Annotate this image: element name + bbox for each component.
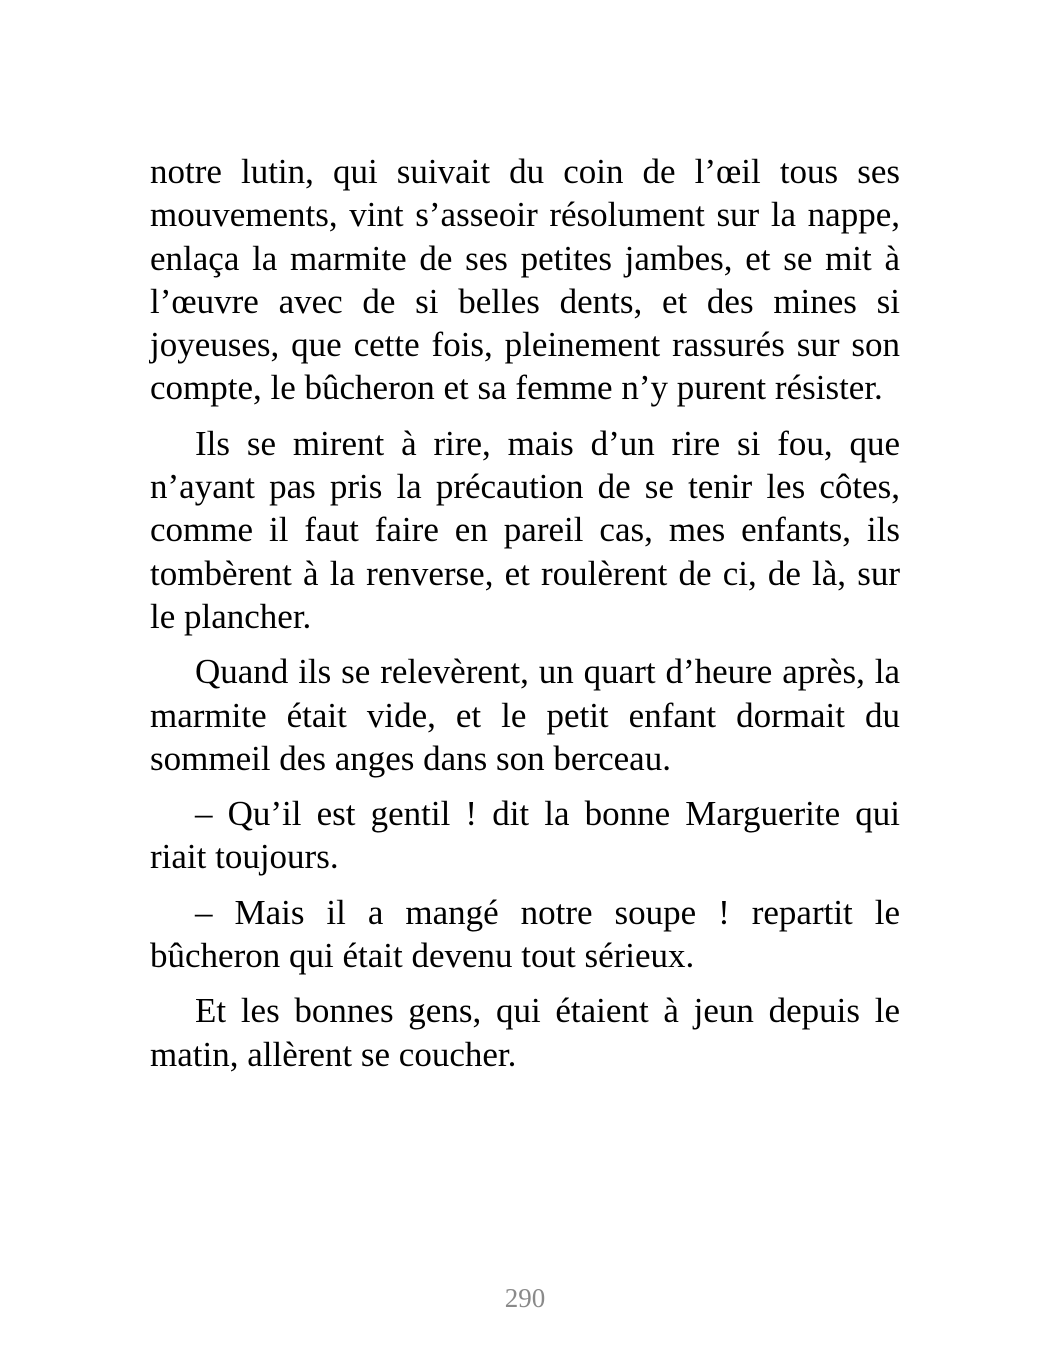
paragraph-continuation: notre lutin, qui suivait du coin de l’œil tous ses mouvements, vint s’asseoir résolument sur la nappe, enlaça la marmite de ses petites jambes, et se mit à l’œuvre avec de si belles dents, et des mines si joyeuses, que cette fois, pleinement rassurés sur son compte, le bûcheron et sa femme n’y purent résister. — [150, 152, 900, 408]
paragraph: Et les bonnes gens, qui étaient à jeun depuis le matin, allèrent se coucher. — [150, 991, 900, 1074]
page-body — [150, 150, 900, 1088]
dialogue-paragraph: – Qu’il est gentil ! dit la bonne Marguerite qui riait toujours. — [150, 794, 900, 877]
page-number: 290 — [504, 1283, 546, 1313]
dialogue-paragraph: – Mais il a mangé notre soupe ! repartit le bûcheron qui était devenu tout sérieux. — [150, 892, 900, 976]
paragraph: Ils se mirent à rire, mais d’un rire si fou, que n’ayant pas pris la précaution de se tenir les côtes, comme il faut faire en pareil cas, mes enfants, ils tombèrent à la renverse, et roulèrent de ci, de là, sur le plancher. — [150, 423, 900, 636]
paragraph: Quand ils se relevèrent, un quart d’heure après, la marmite était vide, et le petit enfant dormait du sommeil des anges dans son berceau. — [150, 652, 900, 778]
